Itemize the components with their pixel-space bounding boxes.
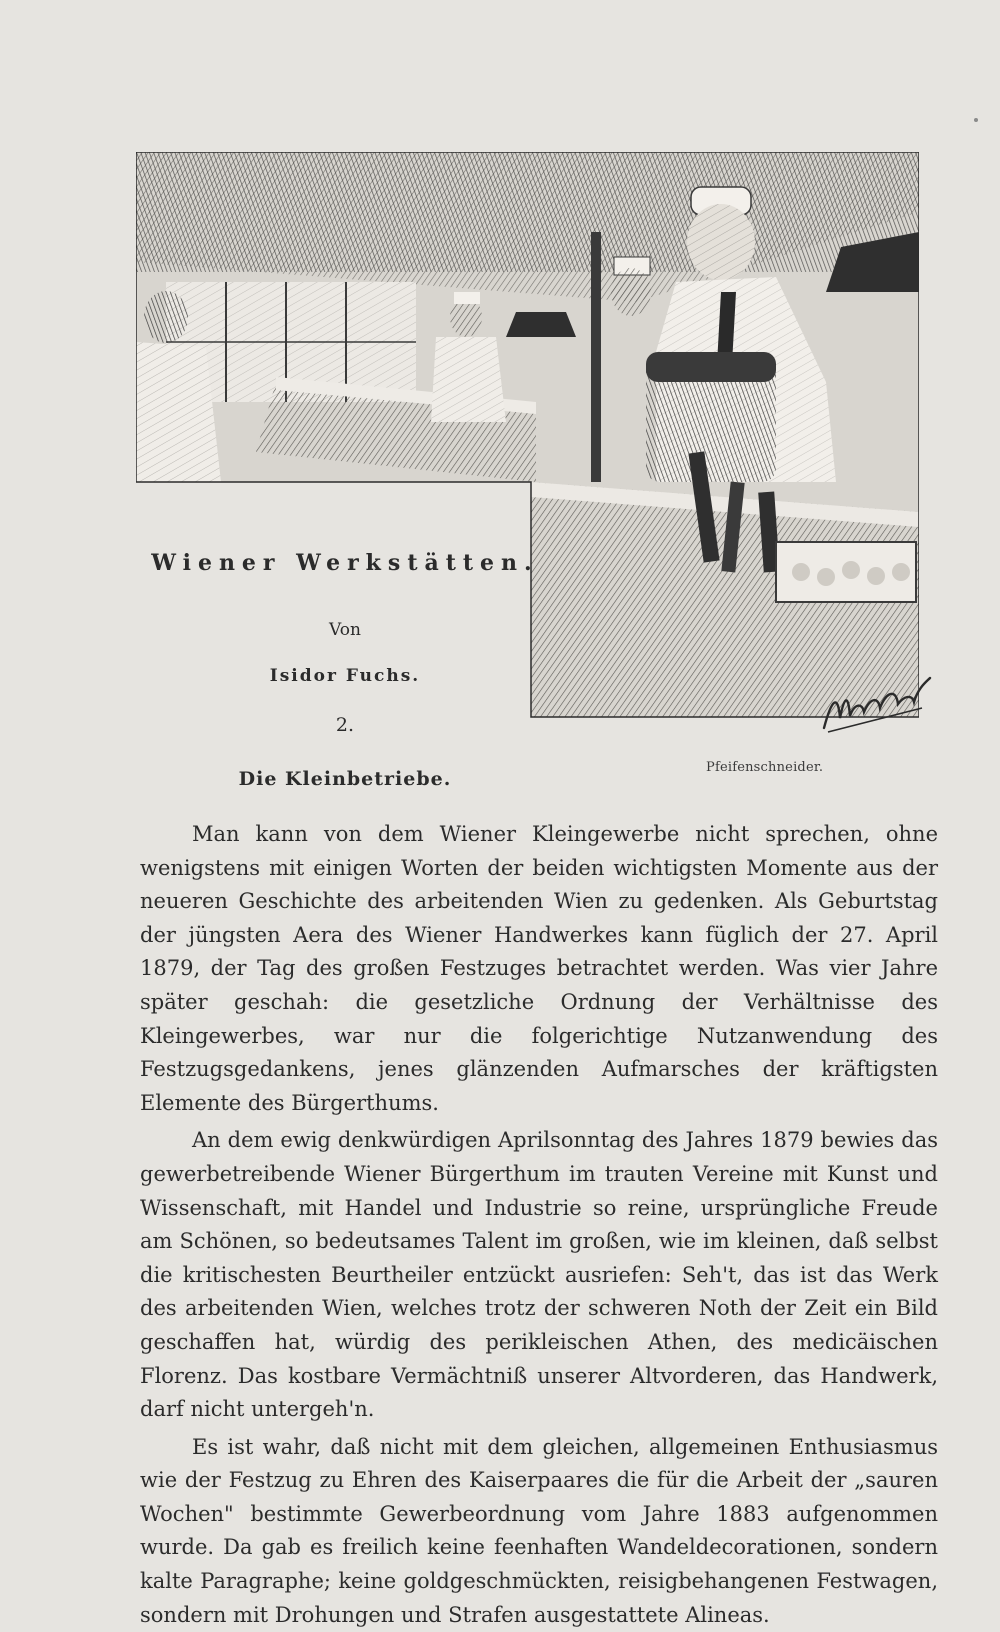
- illustration-caption: Pfeifenschneider.: [706, 760, 824, 775]
- paragraph: An dem ewig denkwürdigen Aprilsonntag des Jahres 1879 bewies das gewerbetreibende Wiener Bürgerthum im trauten Vereine mit Kunst und Wissenschaft, mit Handel und Industrie so reine, ursprüngliche Freude am Schönen, so bedeutsames Talent im großen, wie im kleinen, daß selbst die kritischesten Beurtheiler entzückt ausriefen: Seh't, das ist das Werk des arbeitenden Wien, welches trotz der schweren Noth der Zeit ein Bild geschaffen hat, würdig des perikleischen Athen, des medicäischen Florenz. Das kostbare Vermächtniß unserer Altvorderen, das Handwerk, darf nicht untergeh'n.: [140, 1128, 938, 1422]
- artist-signature: [818, 668, 938, 740]
- byline-von: Von: [329, 620, 361, 640]
- page-speck: [974, 118, 978, 122]
- article-title: Wiener Werkstätten.: [151, 550, 539, 576]
- part-number: 2.: [335, 714, 355, 736]
- article-body: [140, 818, 938, 1632]
- paragraph: Man kann von dem Wiener Kleingewerbe nicht sprechen, ohne wenigstens mit einigen Worten der beiden wichtigsten Momente aus der neueren Geschichte des arbeitenden Wien zu gedenken. Als Geburtstag der jüngsten Aera des Wiener Handwerkes kann füglich der 27. April 1879, der Tag des großen Festzuges betrachtet werden. Was vier Jahre später geschah: die gesetzliche Ordnung der Verhältnisse des Kleingewerbes, war nur die folgerichtige Nutzanwendung des Festzugsgedankens, jenes glänzenden Aufmarsches der kräftigsten Elemente des Bürgerthums.: [140, 822, 938, 1115]
- author-name: Isidor Fuchs.: [269, 666, 421, 686]
- paragraph: Es ist wahr, daß nicht mit dem gleichen, allgemeinen Enthusiasmus wie der Festzug zu Ehren des Kaiserpaares die für die Arbeit der „sauren Wochen" bestimmte Gewerbeordnung vom Jahre 1883 aufgenommen wurde. Da gab es freilich keine feenhaften Wandeldecorationen, sondern kalte Paragraphe; keine goldgeschmückten, reisigbehangenen Festwagen, sondern mit Drohungen und Strafen ausgestattete Alineas.: [140, 1434, 938, 1627]
- article-subtitle: Die Kleinbetriebe.: [238, 768, 452, 790]
- article-heading: [150, 550, 540, 790]
